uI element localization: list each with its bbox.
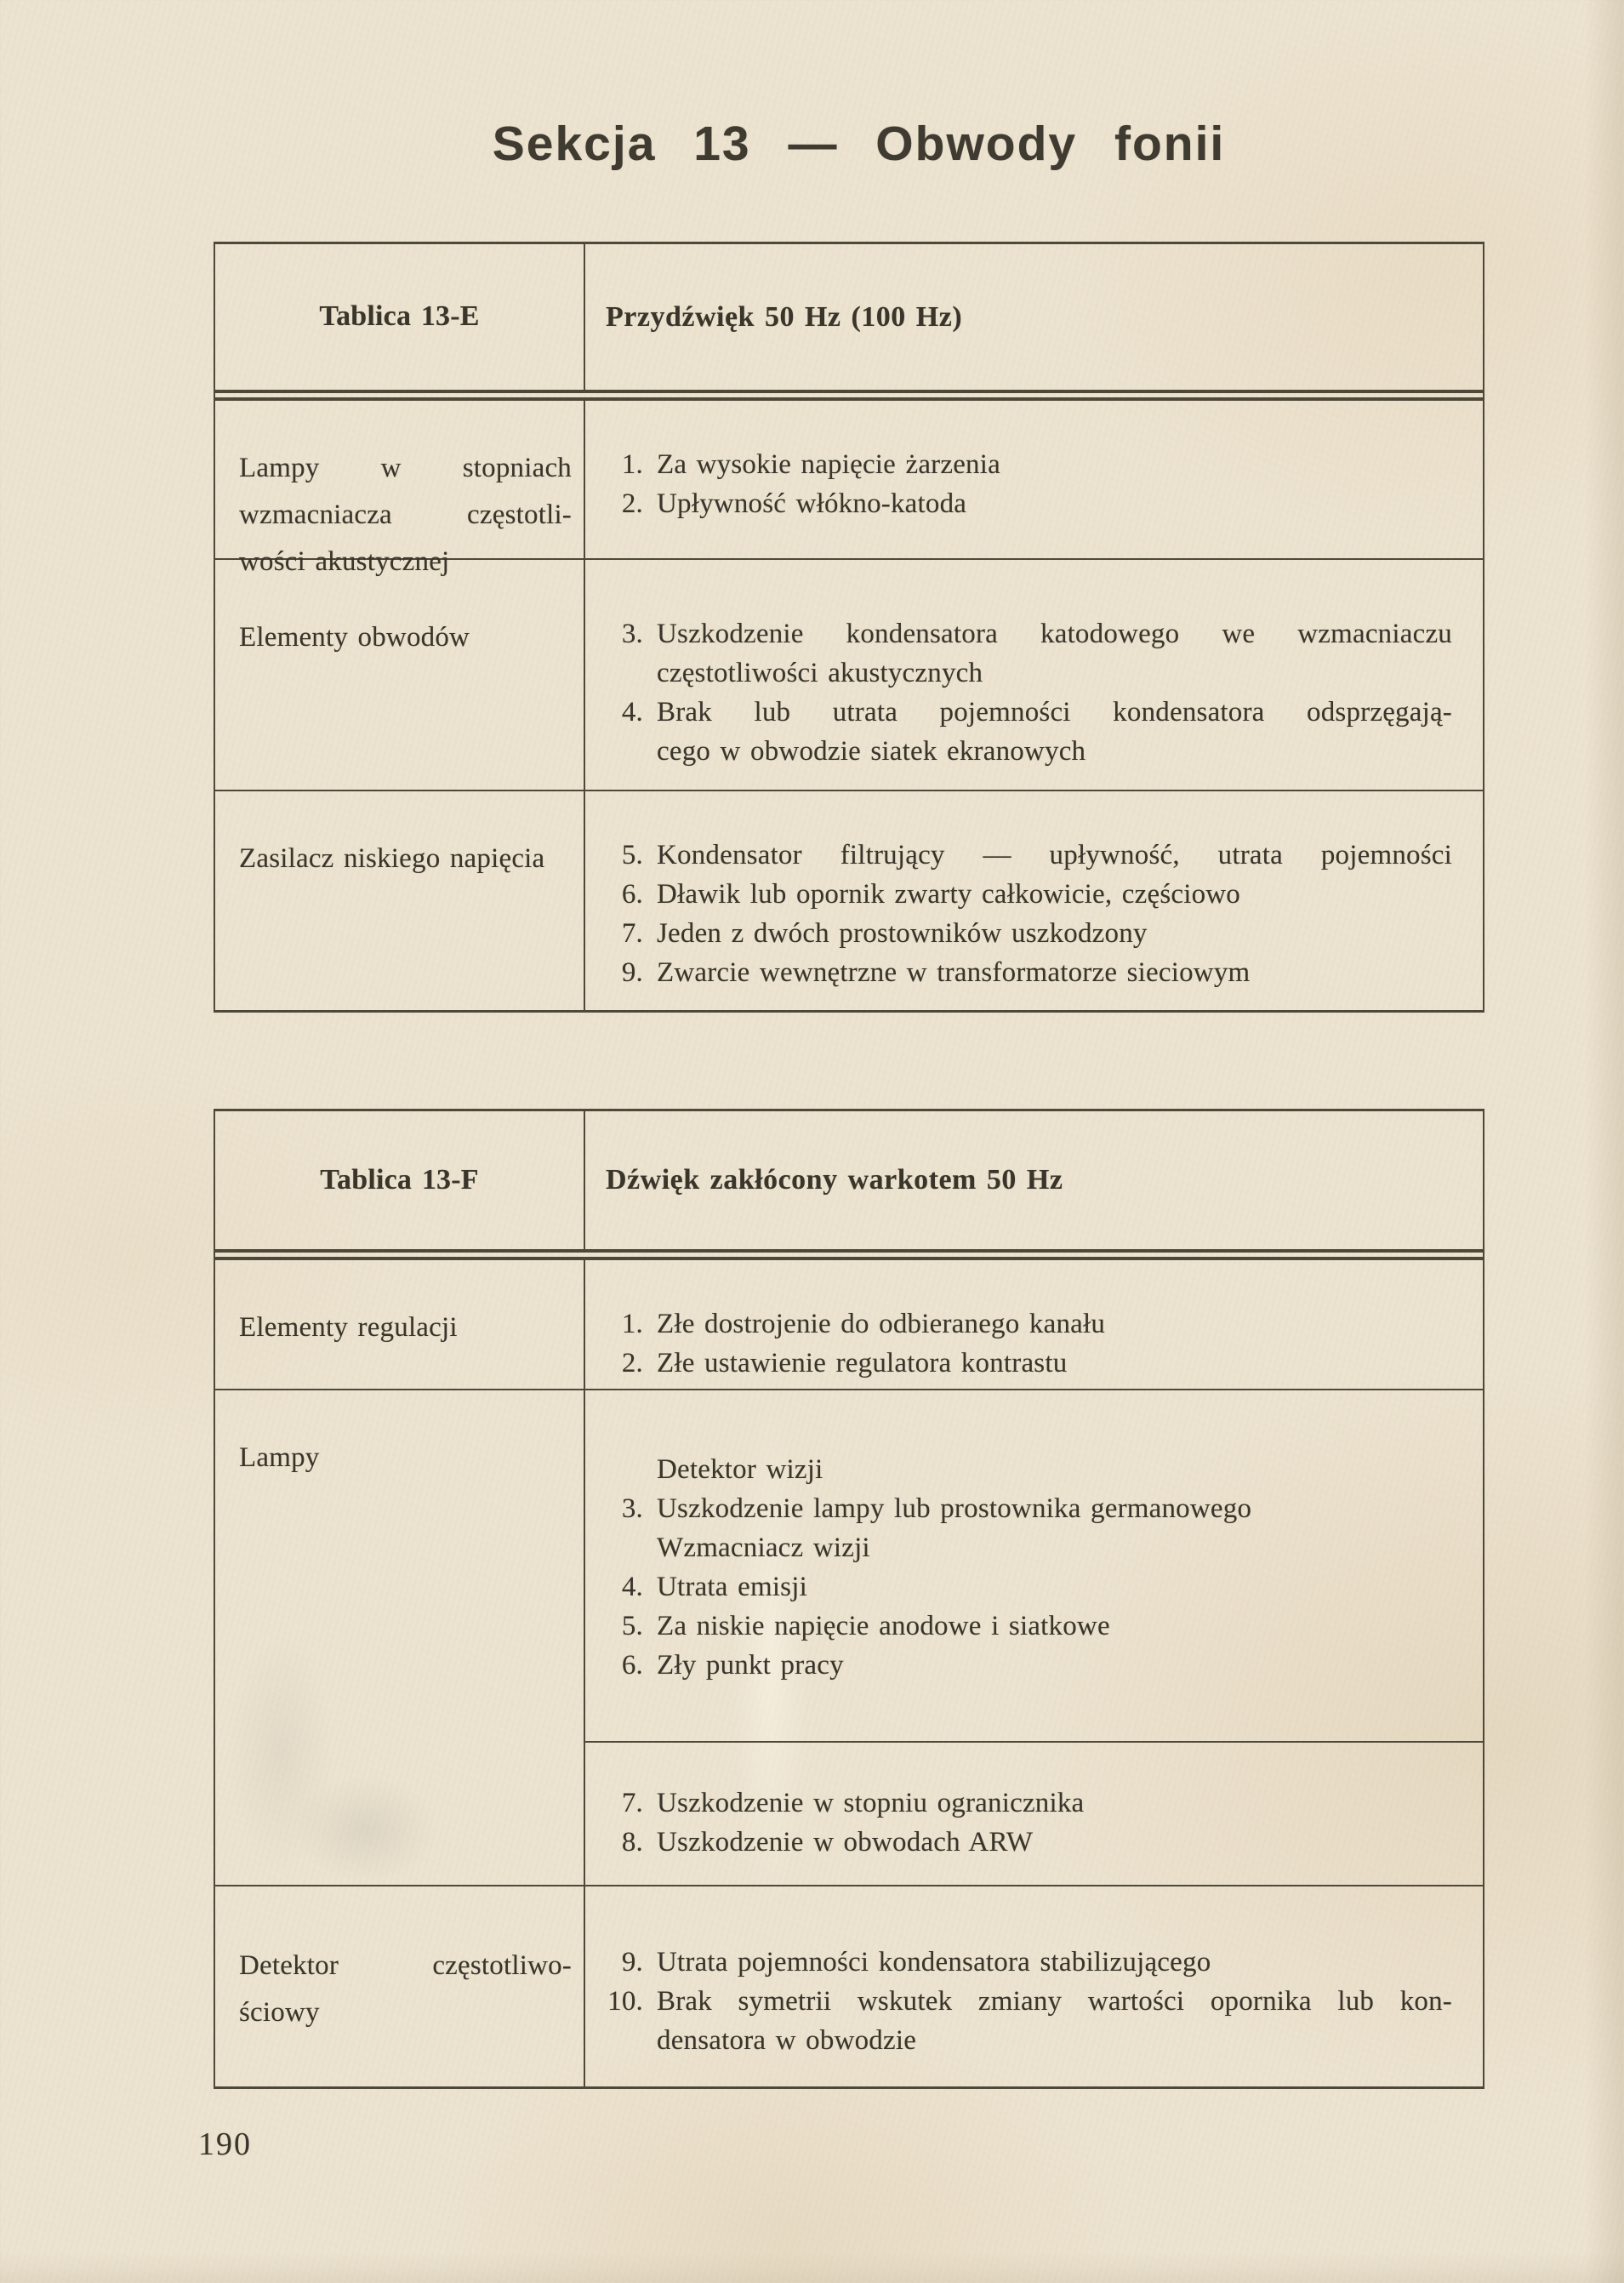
fault-item (602, 1784, 1452, 1823)
item-text (657, 484, 1452, 523)
items-section (585, 401, 1483, 558)
item-text (657, 1607, 1452, 1646)
row-category (215, 1886, 585, 2086)
fault-item (602, 953, 1452, 992)
table-row (215, 558, 1483, 790)
fault-item (602, 1823, 1452, 1862)
item-number: 9. (621, 957, 643, 988)
text-line: Zwarcie wewnętrzne w transformatorze sieciowym (657, 957, 1251, 988)
item-text (657, 914, 1452, 953)
row-category (215, 1390, 585, 1885)
row-category (215, 560, 585, 790)
row-items (585, 401, 1483, 558)
table-row (215, 790, 1483, 1010)
text-line: Elementy regulacji (239, 1312, 458, 1343)
item-number: 5. (621, 1611, 643, 1641)
table-title: Przydźwięk 50 Hz (100 Hz) (606, 300, 963, 333)
fault-item (602, 614, 1452, 693)
row-items (585, 791, 1483, 1010)
fault-item (602, 1344, 1452, 1383)
table-row (215, 1885, 1483, 2086)
text-line: Detektor wizji (657, 1454, 823, 1485)
fault-item (602, 484, 1452, 523)
item-text (657, 1567, 1452, 1607)
text-line: Uszkodzenie lampy lub prostownika germanowego (657, 1493, 1252, 1524)
table-13e (214, 242, 1484, 1013)
table-header-row (215, 1111, 1483, 1260)
item-text (657, 1646, 1452, 1685)
item-number: 1. (621, 449, 643, 480)
row-category (215, 401, 585, 577)
item-text (657, 445, 1452, 484)
fault-item (602, 1646, 1452, 1685)
fault-item (602, 836, 1452, 875)
text-line: Brak symetrii wskutek zmiany wartości opornika lub kon- (657, 1986, 1452, 2017)
text-line: Zasilacz niskiego napięcia (239, 843, 545, 874)
text-line: Jeden z dwóch prostowników uszkodzony (657, 918, 1148, 949)
fault-item (602, 914, 1452, 953)
items-section (585, 1260, 1483, 1390)
section-title: Sekcja 13 — Obwody fonii (492, 117, 1226, 171)
text-line: Elementy obwodów (239, 622, 470, 653)
fault-item (602, 1982, 1452, 2060)
item-number: 6. (621, 1650, 643, 1681)
fault-item (602, 1607, 1452, 1646)
row-items (585, 1886, 1483, 2086)
text-line: Za wysokie napięcie żarzenia (657, 449, 1000, 480)
items-section (585, 1390, 1483, 1741)
table-label: Tablica 13-E (215, 244, 585, 390)
item-text (657, 1982, 1452, 2060)
item-number: 2. (621, 1348, 643, 1378)
row-category (215, 1260, 585, 1389)
text-line: Lampy w stopniach (239, 453, 572, 483)
item-number: 4. (621, 1572, 643, 1602)
item-number (602, 1450, 643, 1489)
row-category (215, 791, 585, 1010)
item-number: 6. (621, 879, 643, 910)
item-number: 8. (621, 1827, 643, 1858)
table-header-row (215, 244, 1483, 401)
text-line: Za niskie napięcie anodowe i siatkowe (657, 1611, 1110, 1641)
items-section (585, 1886, 1483, 2086)
text-line: Wzmacniacz wizji (657, 1532, 870, 1563)
page-number: 190 (198, 2126, 252, 2162)
item-text (657, 1784, 1452, 1823)
item-text (657, 1528, 1452, 1567)
table-label: Tablica 13-F (215, 1111, 585, 1249)
item-number: 2. (621, 488, 643, 519)
item-text (657, 1489, 1452, 1528)
row-items (585, 1390, 1483, 1885)
text-line: wości akustycznej (239, 546, 450, 577)
item-number: 9. (621, 1947, 643, 1978)
fault-item (602, 1528, 1452, 1567)
table-title: Dźwięk zakłócony warkotem 50 Hz (606, 1164, 1063, 1196)
item-number: 10. (607, 1986, 643, 2017)
text-line: Złe ustawienie regulatora kontrastu (657, 1348, 1068, 1378)
items-section (585, 1741, 1483, 1869)
table-13f (214, 1109, 1484, 2089)
item-text (657, 614, 1452, 693)
table-body (215, 1260, 1483, 2086)
item-number (602, 1528, 643, 1567)
text-line: Utrata emisji (657, 1572, 807, 1602)
item-number: 3. (621, 1493, 643, 1524)
fault-item (602, 1943, 1452, 1982)
item-number: 7. (621, 1788, 643, 1818)
text-line: Złe dostrojenie do odbieranego kanału (657, 1309, 1106, 1339)
table-row (215, 401, 1483, 577)
fault-item (602, 693, 1452, 771)
item-text (657, 1943, 1452, 1982)
text-line: częstotliwości akustycznych (657, 658, 983, 688)
item-number: 5. (621, 840, 643, 870)
text-line: ściowy (239, 1997, 320, 2028)
fault-item (602, 875, 1452, 914)
item-number: 4. (621, 697, 643, 728)
items-section (585, 560, 1483, 790)
fault-item (602, 1304, 1452, 1344)
text-line: Uszkodzenie w stopniu ogranicznika (657, 1788, 1085, 1818)
item-text (657, 953, 1452, 992)
text-line: Uszkodzenie kondensatora katodowego we wzmacniaczu (657, 619, 1452, 649)
item-text (657, 836, 1452, 875)
fault-item (602, 1489, 1452, 1528)
items-section (585, 791, 1483, 1010)
text-line: Detektor częstotliwo- (239, 1950, 572, 1981)
text-line: densatora w obwodzie (657, 2025, 917, 2056)
text-line: Uszkodzenie w obwodach ARW (657, 1827, 1034, 1858)
item-number: 3. (621, 619, 643, 649)
text-line: Dławik lub opornik zwarty całkowicie, częściowo (657, 879, 1241, 910)
item-text (657, 1304, 1452, 1344)
text-line: cego w obwodzie siatek ekranowych (657, 736, 1086, 767)
text-line: Brak lub utrata pojemności kondensatora odsprzęgają- (657, 697, 1452, 728)
text-line: Zły punkt pracy (657, 1650, 844, 1681)
item-text (657, 1823, 1452, 1862)
text-line: wzmacniacza częstotli- (239, 499, 572, 530)
table-row (215, 1389, 1483, 1885)
row-items (585, 560, 1483, 790)
item-text (657, 1450, 1452, 1489)
table-row (215, 1260, 1483, 1389)
text-line: Lampy (239, 1442, 320, 1473)
item-number: 1. (621, 1309, 643, 1339)
item-text (657, 1344, 1452, 1383)
item-text (657, 693, 1452, 771)
text-line: Upływność włókno-katoda (657, 488, 967, 519)
row-items (585, 1260, 1483, 1389)
text-line: Kondensator filtrujący — upływność, utrata pojemności (657, 840, 1452, 870)
item-number: 7. (621, 918, 643, 949)
fault-item (602, 1567, 1452, 1607)
fault-item (602, 445, 1452, 484)
table-body (215, 401, 1483, 1010)
item-text (657, 875, 1452, 914)
fault-item (602, 1450, 1452, 1489)
text-line: Utrata pojemności kondensatora stabilizującego (657, 1947, 1211, 1978)
